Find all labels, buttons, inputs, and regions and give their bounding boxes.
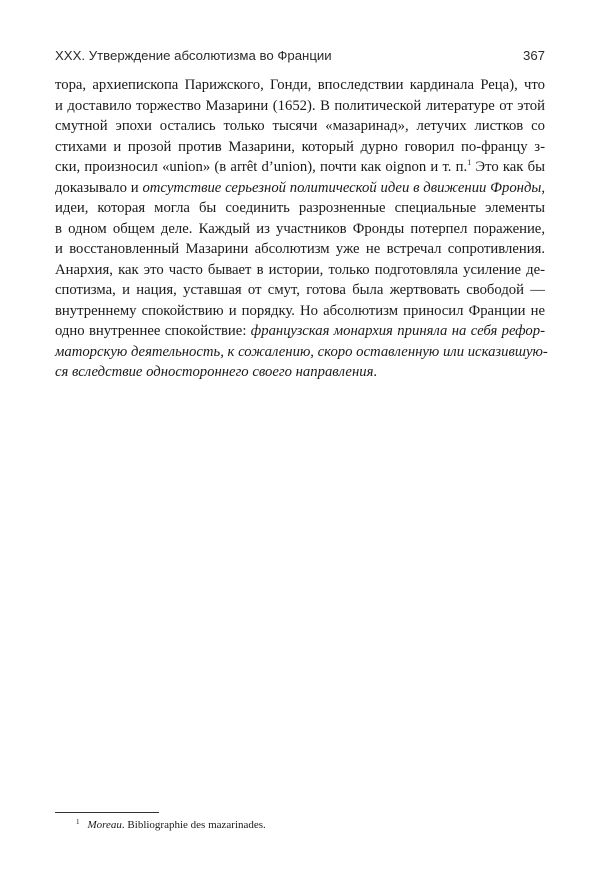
chapter-title: XXX. Утверждение абсолютизма во Франции	[55, 48, 332, 63]
footnote	[76, 818, 536, 831]
footnote-text: . Bibliographie des mazarinades.	[121, 819, 266, 831]
footnote-author: Moreau	[87, 819, 122, 831]
text-segment: доказывало и	[55, 179, 143, 196]
text-line: и восстановленный Мазарини абсолютизм уже не встречал сопротивления.	[55, 241, 545, 257]
text-line: и доставило торжество Мазарини (1652). В политической литературе от этой	[55, 97, 545, 114]
italic-phrase: маторскую деятельность, к сожалению, скоро оставленную или исказившую-	[55, 343, 548, 360]
text-segment: .	[373, 364, 378, 380]
footnote-mark: 1	[76, 818, 80, 826]
text-line: стихами и прозой против Мазарини, который дурно говорил по-францу з-	[55, 138, 545, 155]
footnote-ref: 1	[467, 158, 472, 167]
text-segment: ,	[541, 179, 546, 196]
text-line	[55, 342, 548, 363]
text-line: идеи, которая могла бы соединить разрозненные специальные элементы	[55, 200, 545, 216]
text-line	[55, 321, 545, 342]
text-line: смутной эпохи остались только тысячи «мазаринад», летучих листков со	[55, 118, 545, 134]
page-number: 367	[522, 48, 545, 63]
text-line	[55, 178, 545, 199]
text-line: в одном общем деле. Каждый из участников Фронды потерпел поражение,	[55, 220, 545, 237]
text-line: Анархия, как это часто бывает в истории, только подготовляла усиление де-	[55, 261, 545, 278]
text-segment: ски, произносил «union» (в arrêt d’union), почти как oignon и т. п.	[55, 159, 468, 175]
text-line: спотизма, и нация, уставшая от смут, готова была жертвовать свободой —	[55, 282, 545, 298]
italic-phrase: ся вследствие одностороннего своего направления	[55, 364, 374, 380]
text-segment: одно внутреннее спокойствие:	[55, 323, 251, 339]
body-paragraph	[55, 75, 548, 383]
text-segment: Это как бы	[471, 159, 545, 175]
text-line	[55, 362, 545, 383]
text-line: тора, архиепископа Парижского, Гонди, впоследствии кардинала Реца), что	[55, 77, 545, 93]
footnote-divider	[55, 812, 159, 813]
text-line	[55, 157, 545, 178]
italic-phrase: французская монархия приняла на себя рефор-	[250, 323, 545, 339]
italic-phrase: отсутствие серьезной политической идеи в движении Фронды	[142, 179, 542, 196]
text-line: внутреннему спокойствию и порядку. Но абсолютизм приносил Франции не	[55, 302, 545, 319]
